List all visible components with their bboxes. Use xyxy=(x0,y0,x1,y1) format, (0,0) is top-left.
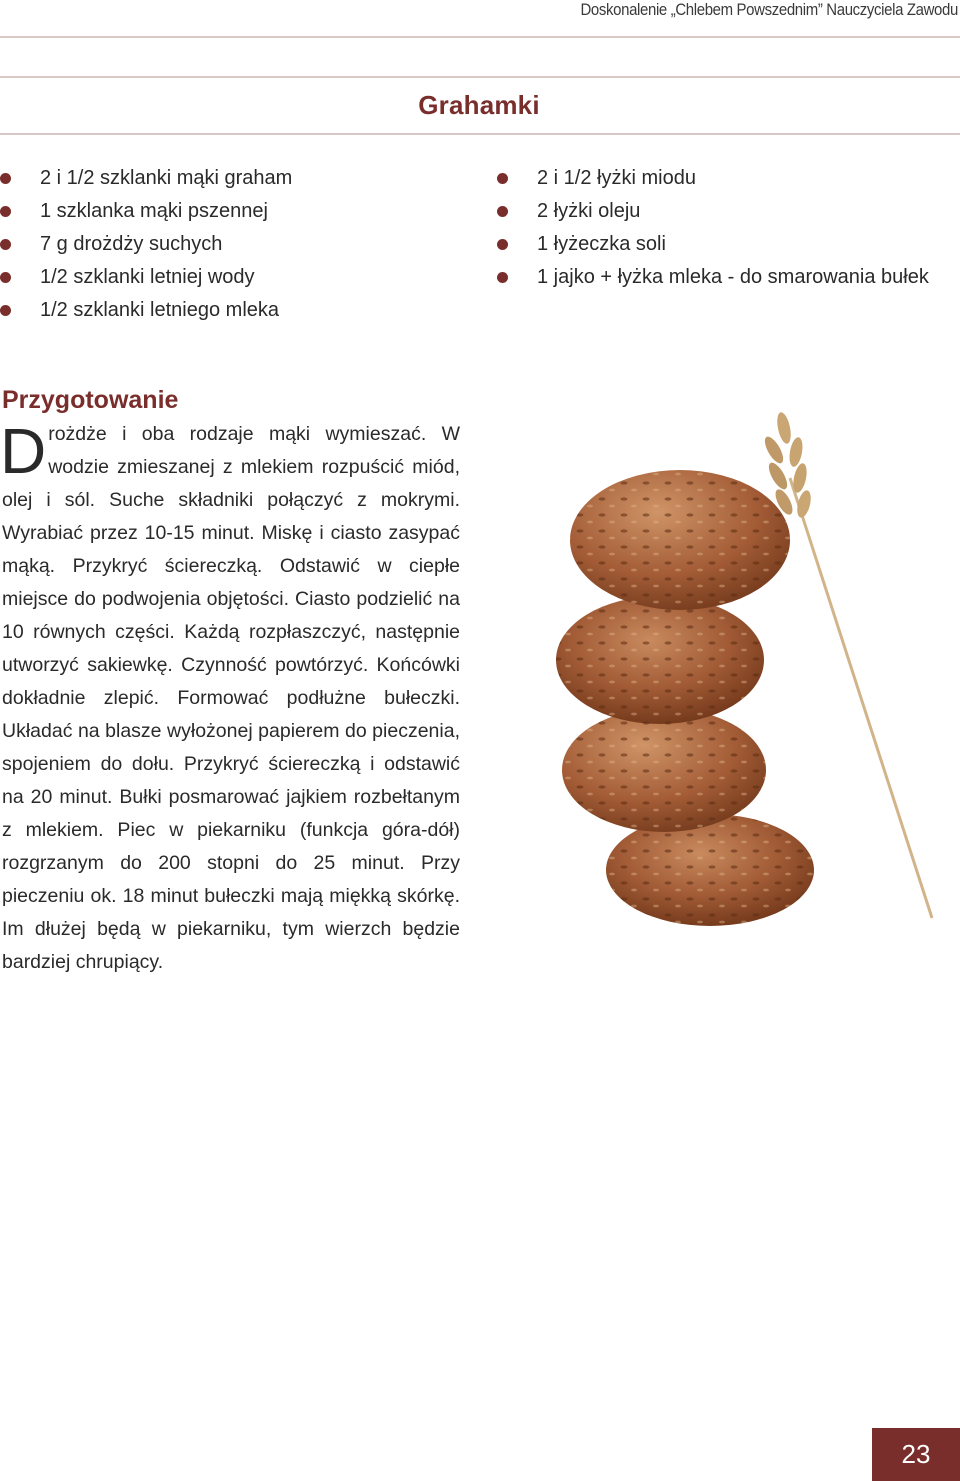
ingredient-text: 1/2 szklanki letniego mleka xyxy=(40,299,280,321)
bread-roll-1 xyxy=(570,470,790,610)
page-number: 23 xyxy=(872,1428,960,1481)
bullet-dot-icon xyxy=(497,272,508,283)
ingredient-text: 2 łyżki oleju xyxy=(537,200,641,222)
ingredients-list-left xyxy=(0,162,292,327)
ingredient-text: 2 i 1/2 szklanki mąki graham xyxy=(40,167,293,189)
title-top-divider xyxy=(0,76,960,78)
ingredients-list-right xyxy=(497,162,929,294)
ingredient-item xyxy=(0,261,292,294)
header-divider xyxy=(0,36,960,38)
title-bottom-divider xyxy=(0,133,960,135)
ingredient-text: 7 g drożdży suchych xyxy=(40,233,223,255)
ingredient-item xyxy=(0,228,292,261)
ingredient-text: 1 łyżeczka soli xyxy=(537,233,666,255)
ingredient-item xyxy=(0,195,292,228)
ingredient-item xyxy=(0,294,292,327)
running-header: Doskonalenie „Chlebem Powszednim” Nauczyciela Zawodu xyxy=(580,0,958,19)
bread-roll-2 xyxy=(556,596,764,724)
bullet-dot-icon xyxy=(0,305,11,316)
bread-rolls-photo xyxy=(552,398,960,958)
bullet-dot-icon xyxy=(0,206,11,217)
bullet-dot-icon xyxy=(497,173,508,184)
bread-roll-3 xyxy=(562,708,766,832)
bullet-dot-icon xyxy=(0,272,11,283)
ingredient-item xyxy=(497,162,929,195)
ingredient-item xyxy=(497,195,929,228)
ingredient-text: 1 szklanka mąki pszennej xyxy=(40,200,268,222)
ingredient-item xyxy=(497,261,929,294)
bullet-dot-icon xyxy=(0,239,11,250)
ingredient-item xyxy=(0,162,292,195)
ingredient-text: 1 jajko + łyżka mleka - do smarowania bułek xyxy=(537,266,929,288)
bullet-dot-icon xyxy=(0,173,11,184)
bullet-dot-icon xyxy=(497,206,508,217)
preparation-body: rożdże i oba rodzaje mąki wymieszać. W wodzie zmieszanej z mlekiem rozpuścić miód, olej i sól. Suche składniki połączyć z mokrymi. Wyrabiać przez 10-15 minut. Miskę i ciasto zasypać mąką. Przykryć ściereczką. Odstawić w ciepłe miejsce do podwojenia objętości. Ciasto podzielić na 10 równych części. Każdą rozpłaszczyć, następnie utworzyć sakiewkę. Czynność powtórzyć. Końcówki dokładnie zlepić. Formować podłużne bułeczki. Układać na blasze wyłożonej papierem do pieczenia, spojeniem do dołu. Przykryć ściereczką i odstawić na 20 minut. Bułki posmarować jajkiem rozbełtanym z mlekiem. Piec w piekarniku (funkcja góra-dół) rozgrzanym do 200 stopni do 25 minut. Przy pieczeniu ok. 18 minut bułeczki mają miękką skórkę. Im dłużej będą w piekarniku, tym wierzch będzie bardziej chrupiący. xyxy=(2,423,460,973)
bread-roll-4 xyxy=(606,814,814,926)
bullet-dot-icon xyxy=(497,239,508,250)
ingredient-item xyxy=(497,228,929,261)
preparation-heading: Przygotowanie xyxy=(2,386,179,414)
drop-cap: D xyxy=(0,415,47,487)
recipe-title: Grahamki xyxy=(418,90,540,120)
preparation-text xyxy=(0,415,460,979)
ingredient-text: 1/2 szklanki letniej wody xyxy=(40,266,255,288)
ingredient-text: 2 i 1/2 łyżki miodu xyxy=(537,167,696,189)
